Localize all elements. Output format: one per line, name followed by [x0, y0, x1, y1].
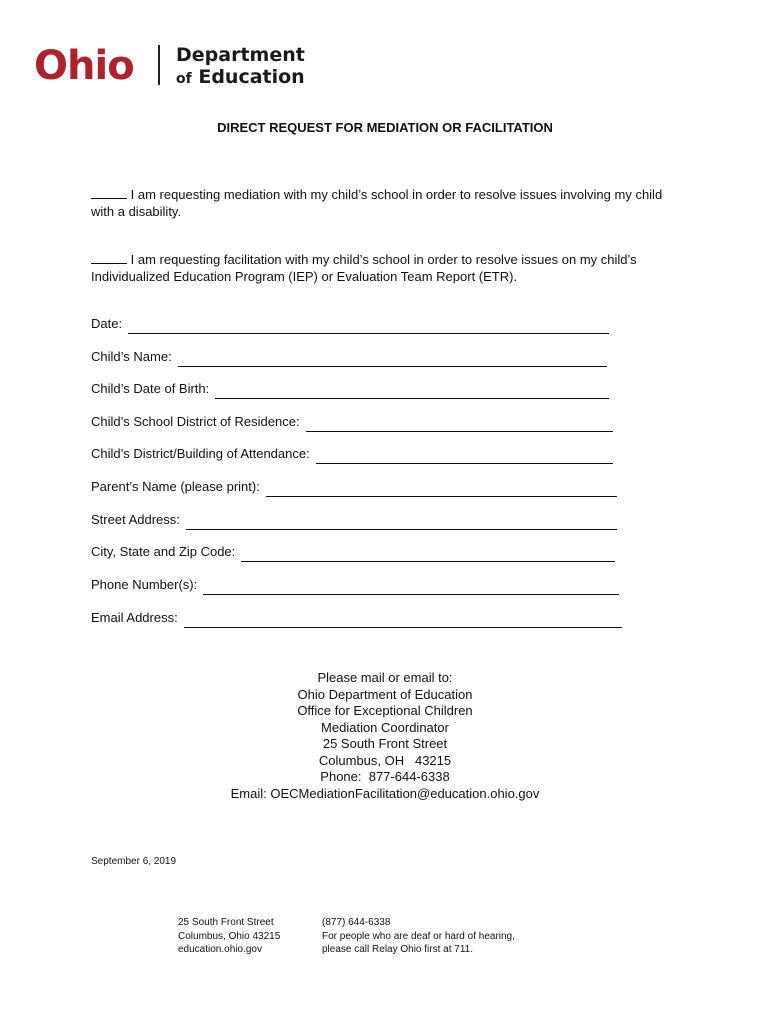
district-building-attendance-input-line[interactable] [316, 451, 613, 464]
email-address-input-line[interactable] [184, 615, 622, 628]
child-name-field [91, 347, 607, 367]
mediation-checkbox-blank[interactable] [91, 187, 127, 199]
footer-line: For people who are deaf or hard of hearing, [322, 930, 515, 942]
footer-line: please call Relay Ohio first at 711. [322, 944, 474, 955]
mediation-option [91, 186, 681, 220]
child-name-input-line[interactable] [178, 354, 607, 367]
logo-education-text: Education [198, 66, 305, 88]
document-date: September 6, 2019 [91, 856, 177, 867]
facilitation-option [91, 251, 681, 285]
facilitation-option-text: I am requesting facilitation with my child’s school in order to resolve issues on my child’s Individualized Education Program (IEP) or Evaluation Team Report (ETR). [91, 252, 637, 284]
school-district-residence-input-line[interactable] [306, 419, 613, 432]
ohio-logo-wordmark: Ohio [34, 43, 134, 89]
mail-line: Ohio Department of Education [297, 686, 473, 702]
footer-phone: (877) 644-6338 [322, 917, 391, 928]
city-state-zip-input-line[interactable] [241, 549, 615, 562]
footer-address [178, 916, 280, 957]
mailing-instructions [0, 670, 770, 802]
street-address-field [91, 510, 617, 530]
logo-of-education-line [176, 66, 305, 90]
school-district-residence-label: Child’s School District of Residence: [91, 414, 300, 429]
child-dob-input-line[interactable] [215, 386, 609, 399]
department-of-education-logo [176, 44, 305, 90]
mediation-option-text: I am requesting mediation with my child’s school in order to resolve issues involving my child with a disability. [91, 187, 663, 219]
district-building-attendance-label: Child’s District/Building of Attendance: [91, 446, 310, 461]
phone-numbers-input-line[interactable] [203, 582, 619, 595]
footer-contact [322, 916, 515, 957]
city-state-zip-label: City, State and Zip Code: [91, 544, 236, 559]
footer-line: Columbus, Ohio 43215 [178, 930, 281, 942]
mail-email-line: Email: OECMediationFacilitation@education.ohio.gov [230, 785, 540, 801]
parent-name-label: Parent’s Name (please print): [91, 479, 260, 494]
parent-name-field [91, 477, 617, 497]
city-state-zip-field [91, 542, 615, 562]
mail-line: Mediation Coordinator [321, 719, 449, 735]
child-dob-field [91, 379, 609, 399]
footer-website: education.ohio.gov [178, 944, 262, 955]
email-address-label: Email Address: [91, 610, 178, 625]
logo-department-text: Department [176, 44, 305, 66]
date-input-line[interactable] [128, 321, 609, 334]
school-district-residence-field [91, 412, 613, 432]
mail-line: Please mail or email to: [317, 670, 453, 685]
child-dob-label: Child’s Date of Birth: [91, 381, 210, 396]
phone-numbers-field [91, 575, 619, 595]
district-building-attendance-field [91, 444, 613, 464]
parent-name-input-line[interactable] [266, 484, 617, 497]
mail-line: Office for Exceptional Children [297, 703, 473, 718]
phone-numbers-label: Phone Number(s): [91, 577, 198, 592]
street-address-input-line[interactable] [186, 517, 617, 530]
street-address-label: Street Address: [91, 512, 180, 527]
email-address-field [91, 608, 622, 628]
document-title: DIRECT REQUEST FOR MEDIATION OR FACILITATION [217, 120, 553, 135]
mail-line: Columbus, OH 43215 [318, 752, 452, 768]
child-name-label: Child’s Name: [91, 349, 172, 364]
date-field [91, 314, 609, 334]
facilitation-checkbox-blank[interactable] [91, 252, 127, 264]
logo-divider [158, 45, 160, 85]
date-label: Date: [91, 316, 123, 331]
footer-line: 25 South Front Street [178, 917, 274, 928]
mail-line: Phone: 877-644-6338 [320, 769, 450, 784]
mail-line: 25 South Front Street [322, 736, 448, 751]
logo-of-text: of [176, 71, 192, 87]
